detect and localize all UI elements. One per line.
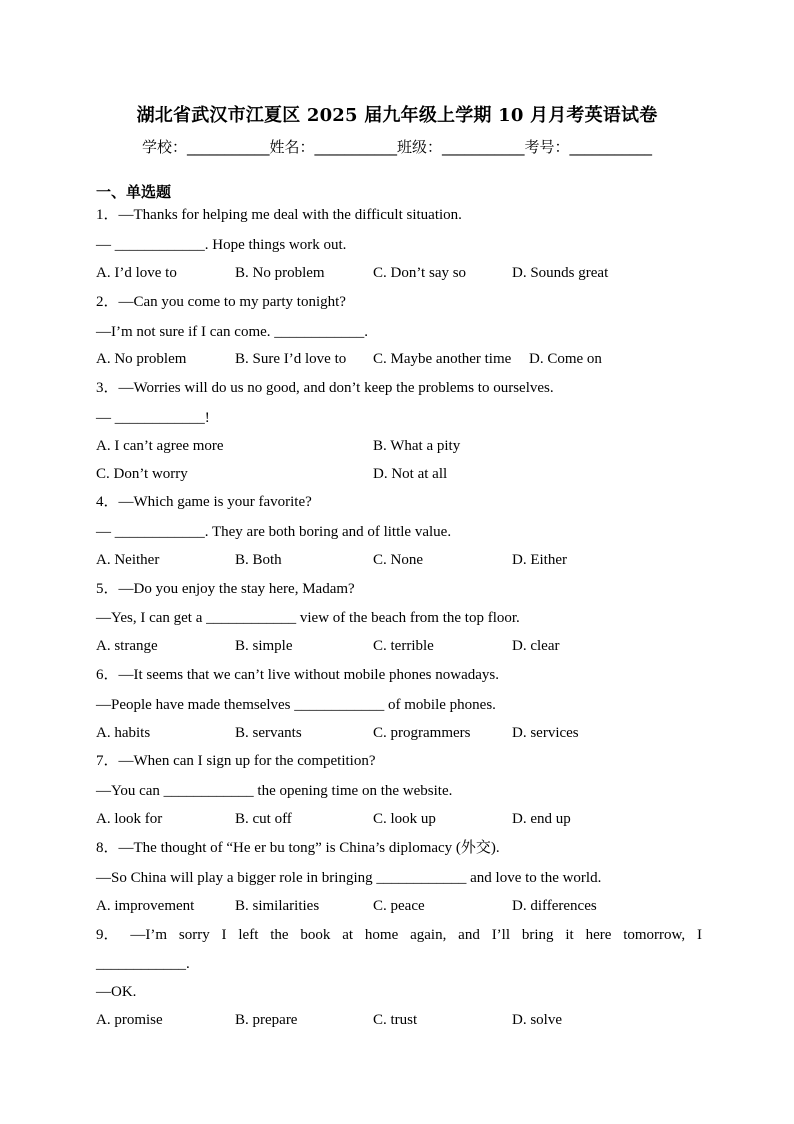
- question-6-option-b: B. servants: [235, 725, 302, 741]
- question-1-option-c: C. Don’t say so: [373, 265, 467, 281]
- question-7-option-b: B. cut off: [235, 811, 292, 827]
- question-6-reply: —People have made themselves ____________ of mobile phones.: [96, 697, 496, 713]
- question-8-option-a: A. improvement: [96, 898, 195, 914]
- question-5-reply: —Yes, I can get a ____________ view of the beach from the top floor.: [96, 610, 520, 626]
- question-1-option-a: A. I’d love to: [96, 265, 177, 281]
- question-4-stem: 4．—Which game is your favorite?: [96, 494, 312, 510]
- question-2-option-a: A. No problem: [96, 351, 187, 367]
- question-9-stem-word: —I’m: [130, 927, 168, 943]
- question-7-option-a: A. look for: [96, 811, 163, 827]
- question-5-option-d: D. clear: [512, 638, 560, 654]
- question-9-stem-word: and: [458, 927, 480, 943]
- question-4-option-d: D. Either: [512, 552, 567, 568]
- question-6-option-a: A. habits: [96, 725, 151, 741]
- question-2-stem: 2．—Can you come to my party tonight?: [96, 294, 346, 310]
- question-9-stem-word: again,: [410, 927, 447, 943]
- question-3-option-a: A. I can’t agree more: [96, 438, 224, 454]
- question-9-stem-word: I’ll: [491, 927, 511, 943]
- question-1-reply: — ____________. Hope things work out.: [96, 237, 347, 253]
- question-3-option-c: C. Don’t worry: [96, 466, 188, 482]
- question-3-option-d: D. Not at all: [373, 466, 448, 482]
- student-info-line: 学校：___________姓名：___________班级：___________考号：___________: [141, 138, 652, 156]
- question-1-option-b: B. No problem: [235, 265, 325, 281]
- question-9-stem-word: home: [364, 927, 399, 943]
- question-8-option-c: C. peace: [373, 898, 425, 914]
- question-5-option-c: C. terrible: [373, 638, 434, 654]
- question-2-reply: —I’m not sure if I can come. ____________.: [96, 324, 369, 340]
- page-title: 湖北省武汉市江夏区 2025 届九年级上学期 10 月月考英语试卷: [136, 105, 658, 126]
- question-9-option-a: A. promise: [96, 1012, 163, 1028]
- question-3-reply: — ____________!: [96, 410, 210, 426]
- question-5-stem: 5．—Do you enjoy the stay here, Madam?: [96, 581, 355, 597]
- question-7-option-d: D. end up: [512, 811, 571, 827]
- question-2-option-b: B. Sure I’d love to: [235, 351, 347, 367]
- question-9-stem-word: at: [342, 927, 354, 943]
- question-9-stem-word: 9．: [96, 927, 119, 943]
- question-9-reply: —OK.: [96, 984, 137, 1000]
- question-7-stem: 7．—When can I sign up for the competition?: [96, 753, 376, 769]
- question-6-option-d: D. services: [512, 725, 579, 741]
- question-9-stem-word: the: [270, 927, 289, 943]
- question-7-option-c: C. look up: [373, 811, 436, 827]
- question-7-reply: —You can ____________ the opening time on the website.: [96, 783, 453, 799]
- question-4-option-c: C. None: [373, 552, 423, 568]
- question-9-stem-word: it: [565, 927, 574, 943]
- question-3-option-b: B. What a pity: [373, 438, 461, 454]
- question-9-stem-word: I: [697, 927, 702, 943]
- question-9-option-b: B. prepare: [235, 1012, 298, 1028]
- question-4-option-b: B. Both: [235, 552, 282, 568]
- section-heading: 一、单选题: [96, 183, 172, 201]
- question-9-stem-word: sorry: [178, 927, 210, 943]
- question-9-option-c: C. trust: [373, 1012, 418, 1028]
- question-5-option-b: B. simple: [235, 638, 293, 654]
- question-8-option-b: B. similarities: [235, 898, 320, 914]
- question-9-stem-word: bring: [521, 927, 554, 943]
- question-3-stem: 3．—Worries will do us no good, and don’t keep the problems to ourselves.: [96, 380, 554, 396]
- question-9-stem-word: book: [300, 927, 331, 943]
- question-8-option-d: D. differences: [512, 898, 597, 914]
- question-9-stem-continued: ____________.: [96, 956, 190, 972]
- question-1-option-d: D. Sounds great: [512, 265, 609, 281]
- question-6-stem: 6．—It seems that we can’t live without mobile phones nowadays.: [96, 667, 499, 683]
- question-8-stem: 8．—The thought of “He er bu tong” is China’s diplomacy (外交).: [96, 840, 500, 856]
- question-4-reply: — ____________. They are both boring and of little value.: [96, 524, 452, 540]
- question-2-option-c: C. Maybe another time: [373, 351, 512, 367]
- question-4-option-a: A. Neither: [96, 552, 160, 568]
- question-9-stem-word: I: [221, 927, 227, 943]
- question-9-option-d: D. solve: [512, 1012, 562, 1028]
- question-1-stem: 1．—Thanks for helping me deal with the difficult situation.: [96, 207, 462, 223]
- question-9-stem: [96, 925, 702, 945]
- question-2-option-d: D. Come on: [529, 351, 602, 367]
- question-9-stem-word: here: [585, 927, 612, 943]
- question-8-reply: —So China will play a bigger role in bringing ____________ and love to the world.: [96, 870, 602, 886]
- question-9-stem-word: left: [238, 927, 259, 943]
- question-9-stem-word: tomorrow,: [623, 927, 686, 943]
- question-6-option-c: C. programmers: [373, 725, 471, 741]
- question-5-option-a: A. strange: [96, 638, 158, 654]
